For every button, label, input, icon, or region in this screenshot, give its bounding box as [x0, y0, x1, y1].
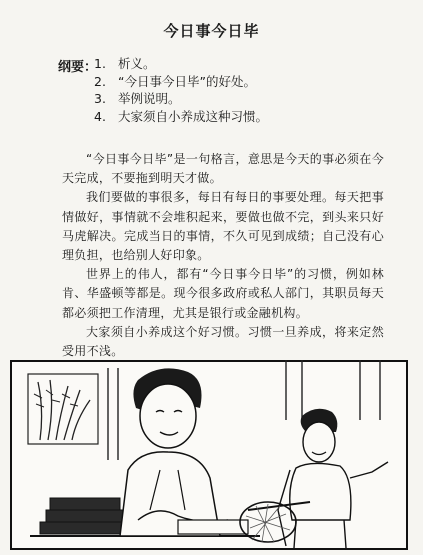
outline-item-text: “今日事今日毕”的好处。: [118, 73, 256, 89]
outline-label: 纲要：: [58, 60, 98, 75]
outline-item-text: 析义。: [118, 56, 156, 71]
outline-item-text: 举例说明。: [118, 91, 181, 106]
page-title: 今日事今日毕: [163, 22, 260, 40]
notebook-image: [178, 520, 248, 534]
paragraph: 大家须自小养成这个好习惯。习惯一旦养成，将来定然受用不浅。: [62, 324, 384, 359]
outline-item-text: 大家须自小养成这种习惯。: [118, 108, 269, 124]
outline-item-number: 2.: [94, 73, 106, 89]
outline-list: [94, 55, 268, 125]
classroom-illustration: [10, 360, 408, 550]
book-stack-image: [40, 498, 128, 534]
outline-item: [94, 90, 268, 108]
outline-item: [94, 108, 268, 126]
paragraph: 我们要做的事很多，每日有每日的事要处理。每天把事情做好，事情就不会堆积起来，要做也做不完，到头来只好马虎解决。完成当日的事情，不久可见到成绩；自己没有心理负担，也给别人好印象。: [62, 190, 384, 263]
essay-body: [62, 150, 384, 361]
paragraph: “今日事今日毕”是一句格言，意思是今天的事必须在今天完成，不要拖到明天才做。: [62, 152, 384, 186]
outline-item-number: 3.: [94, 91, 106, 106]
outline-item-number: 1.: [94, 56, 106, 71]
outline-item-number: 4.: [94, 108, 106, 124]
outline-item: [94, 55, 268, 73]
outline-item: [94, 73, 268, 91]
paragraph: 世界上的伟人，都有“今日事今日毕”的习惯，例如林肯、华盛顿等都是。现今很多政府或私人部门，其职员每天都必须把工作清理，尤其是银行或金融机构。: [62, 267, 384, 320]
